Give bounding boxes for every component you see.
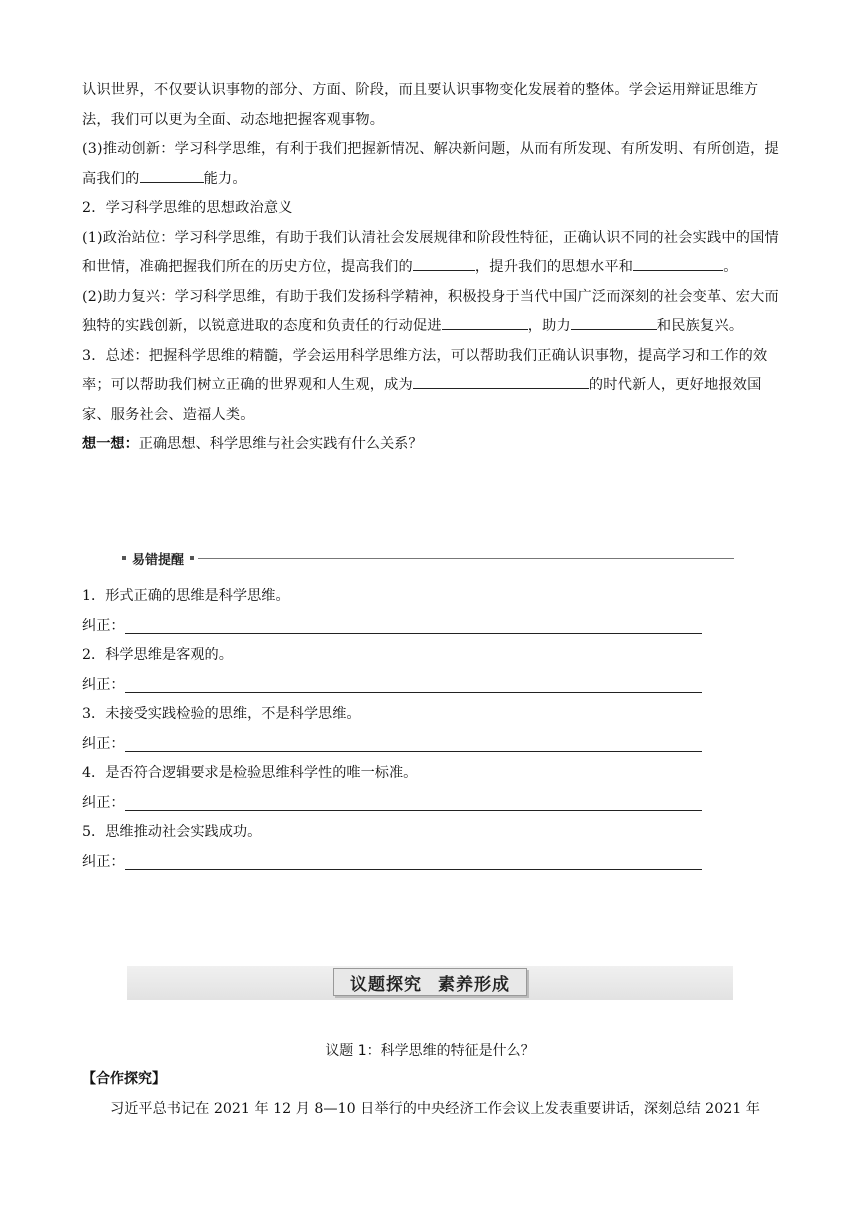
answer-blank[interactable] — [125, 853, 702, 870]
answer-blank[interactable] — [125, 676, 702, 693]
think-label: 想一想： — [82, 436, 139, 452]
error-reminder-header — [122, 548, 734, 568]
error-item: 2．科学思维是客观的。 — [82, 647, 233, 663]
banner-right-text: 素养形成 — [438, 974, 510, 995]
banner-left-text: 议题探究 — [350, 974, 422, 995]
cooperative-inquiry-label: 【合作探究】 — [82, 1071, 166, 1087]
topic-heading: 议题 1：科学思维的特征是什么？ — [325, 1043, 535, 1059]
correction-line[interactable]: 纠正： — [82, 789, 702, 819]
square-bullet-icon — [190, 556, 194, 560]
paragraph-political: (1)政治站位：学习科学思维，有助于我们认清社会发展规律和阶段性特征，正确认识不同的社会实践中的国情和世情，准确把握我们所在的历史方位，提高我们的 ，提升我们的思想水平和 。 — [82, 229, 779, 275]
error-reminder-title: 易错提醒 — [132, 552, 185, 568]
paragraph-summary: 3．总述：把握科学思维的精髓，学会运用科学思维方法，可以帮助我们正确认识事物，提高学习和工作的效率；可以帮助我们树立正确的世界观和人生观，成为 的时代新人，更好地报效国家、服务社会、造福人类。 — [82, 347, 768, 423]
answer-blank[interactable] — [125, 617, 702, 634]
error-item: 1．形式正确的思维是科学思维。 — [82, 588, 290, 604]
fill-blank[interactable] — [413, 256, 475, 271]
error-item: 3．未接受实践检验的思维，不是科学思维。 — [82, 706, 361, 722]
answer-blank[interactable] — [125, 735, 702, 752]
think-question: 想一想：正确思想、科学思维与社会实践有什么关系？ — [82, 436, 423, 452]
fill-blank[interactable] — [571, 315, 657, 330]
banner-box — [333, 968, 527, 996]
paragraph-revival: (2)助力复兴：学习科学思维，有助于我们发扬科学精神，积极投身于当代中国广泛而深刻的社会变革、宏大而独特的实践创新，以锐意进取的态度和负责任的行动促进 ，助力 和民族复兴。 — [82, 288, 779, 334]
section-heading: 2．学习科学思维的思想政治意义 — [82, 200, 293, 216]
correction-line[interactable]: 纠正： — [82, 612, 702, 642]
divider — [198, 558, 734, 559]
fill-blank[interactable] — [140, 168, 204, 183]
main-text — [82, 76, 782, 460]
error-list — [82, 582, 702, 877]
inquiry-paragraph: 习近平总书记在 2021 年 12 月 8—10 日举行的中央经济工作会议上发表重要讲话，深刻总结 2021 年 — [110, 1101, 760, 1117]
error-item: 4．是否符合逻辑要求是检验思维科学性的唯一标准。 — [82, 765, 418, 781]
error-item: 5．思维推动社会实践成功。 — [82, 824, 262, 840]
paragraph-innovation: (3)推动创新：学习科学思维，有利于我们把握新情况、解决新问题，从而有所发现、有所发明、有所创造，提高我们的 能力。 — [82, 141, 779, 187]
correction-line[interactable]: 纠正： — [82, 671, 702, 701]
fill-blank[interactable] — [633, 256, 723, 271]
fill-blank[interactable] — [413, 374, 589, 389]
square-bullet-icon — [122, 556, 126, 560]
section-banner — [127, 966, 733, 1000]
answer-blank[interactable] — [125, 794, 702, 811]
fill-blank[interactable] — [442, 315, 528, 330]
paragraph-intro: 认识世界，不仅要认识事物的部分、方面、阶段，而且要认识事物变化发展着的整体。学会运用辩证思维方法，我们可以更为全面、动态地把握客观事物。 — [82, 82, 759, 128]
correction-line[interactable]: 纠正： — [82, 730, 702, 760]
correction-line[interactable]: 纠正： — [82, 848, 702, 878]
